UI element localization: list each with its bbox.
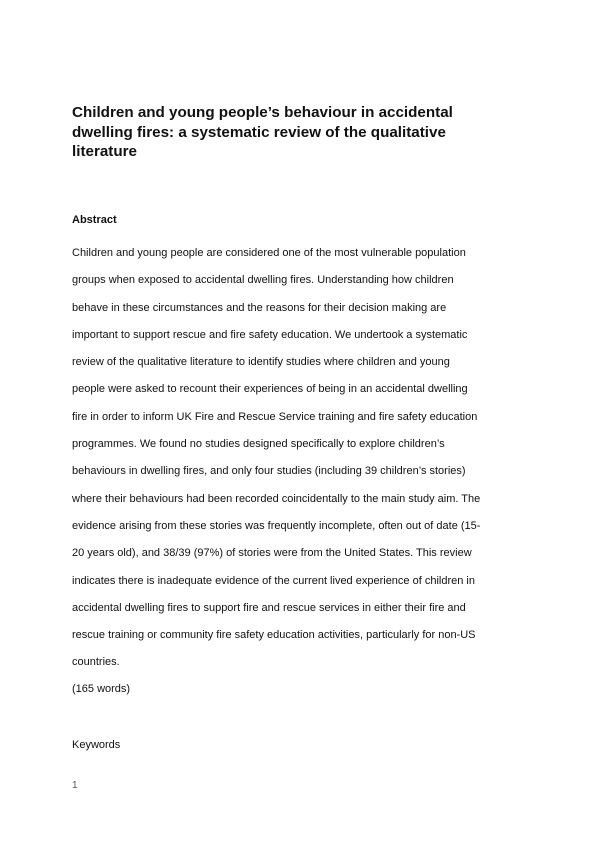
abstract-line: groups when exposed to accidental dwelling fires. Understanding how children xyxy=(72,274,454,287)
abstract-word-count: (165 words) xyxy=(72,683,131,695)
abstract-heading: Abstract xyxy=(72,214,117,226)
abstract-line: Children and young people are considered one of the most vulnerable population xyxy=(72,247,466,259)
abstract-line: behave in these circumstances and the reasons for their decision making are xyxy=(72,301,447,314)
abstract-line: countries. xyxy=(72,656,120,669)
title-line: dwelling fires: a systematic review of the qualitative xyxy=(72,123,446,141)
abstract-line: review of the qualitative literature to identify studies where children and young xyxy=(72,356,450,369)
abstract-body xyxy=(72,240,524,677)
paper-title xyxy=(72,103,532,162)
title-line: Children and young people’s behaviour in accidental xyxy=(72,104,453,121)
keywords-heading: Keywords xyxy=(72,739,121,751)
abstract-line: important to support rescue and fire safety education. We undertook a systematic xyxy=(72,328,468,341)
abstract-line: programmes. We found no studies designed specifically to explore children’s xyxy=(72,438,445,451)
abstract-line: where their behaviours had been recorded coincidentally to the main study aim. The xyxy=(72,492,481,505)
page-number: 1 xyxy=(72,780,78,791)
abstract-line: people were asked to recount their experiences of being in an accidental dwelling xyxy=(72,383,468,396)
abstract-line: rescue training or community fire safety education activities, particularly for non-US xyxy=(72,629,476,642)
abstract-line: indicates there is inadequate evidence of the current lived experience of children in xyxy=(72,574,475,587)
abstract-line: fire in order to inform UK Fire and Rescue Service training and fire safety education xyxy=(72,410,478,423)
title-line: literature xyxy=(72,143,137,160)
abstract-line: behaviours in dwelling fires, and only four studies (including 39 children’s stories) xyxy=(72,465,466,478)
abstract-line: 20 years old), and 38/39 (97%) of stories were from the United States. This review xyxy=(72,547,472,560)
abstract-line: accidental dwelling fires to support fire and rescue services in either their fire and xyxy=(72,601,466,614)
abstract-line: evidence arising from these stories was frequently incomplete, often out of date (15- xyxy=(72,519,481,532)
